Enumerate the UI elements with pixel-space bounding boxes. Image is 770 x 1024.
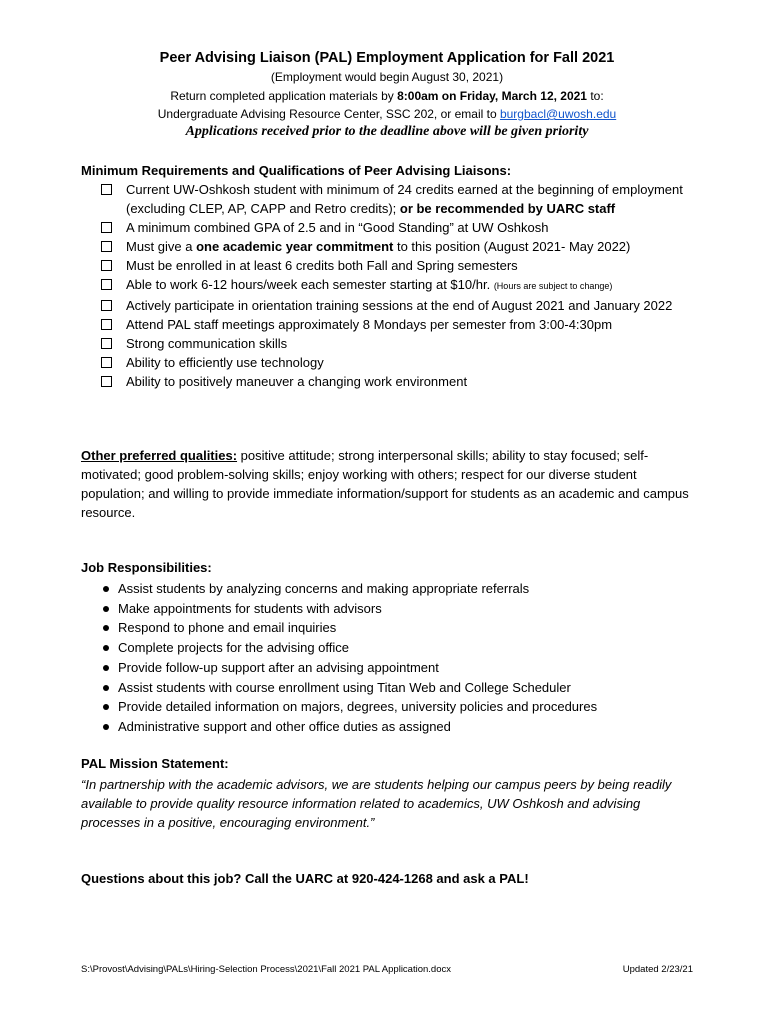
list-item: Strong communication skills [101, 334, 693, 353]
list-item: Administrative support and other office duties as assigned [101, 717, 693, 737]
bullet-icon [103, 625, 109, 631]
checkbox-icon [101, 184, 112, 195]
checkbox-icon [101, 338, 112, 349]
list-item: Make appointments for students with advisors [101, 599, 693, 619]
list-item: Ability to positively maneuver a changing work environment [101, 372, 693, 391]
return-deadline: 8:00am on Friday, March 12, 2021 [397, 89, 587, 103]
bullet-icon [103, 586, 109, 592]
checkbox-icon [101, 279, 112, 290]
list-item: Actively participate in orientation training sessions at the end of August 2021 and January 2022 [101, 296, 693, 315]
checkbox-icon [101, 241, 112, 252]
return-instructions: Return completed application materials by 8:00am on Friday, March 12, 2021 to: [170, 89, 604, 103]
mission-heading: PAL Mission Statement: [81, 756, 229, 771]
bullet-icon [103, 665, 109, 671]
list-item: Current UW-Oshkosh student with minimum of 24 credits earned at the beginning of employment (excluding CLEP, AP, CAPP and Retro credits); or be recommended by UARC staff [101, 180, 693, 218]
list-item: Assist students by analyzing concerns and making appropriate referrals [101, 579, 693, 599]
bullet-icon [103, 724, 109, 730]
job-responsibilities-heading: Job Responsibilities: [81, 560, 212, 575]
preferred-qualities-label: Other preferred qualities: [81, 448, 238, 463]
list-item: Complete projects for the advising office [101, 638, 693, 658]
requirements-list [101, 180, 693, 391]
list-item: Respond to phone and email inquiries [101, 618, 693, 638]
checkbox-icon [101, 357, 112, 368]
bullet-icon [103, 704, 109, 710]
questions-contact: Questions about this job? Call the UARC at 920-424-1268 and ask a PAL! [81, 871, 529, 886]
list-item: Attend PAL staff meetings approximately 8 Mondays per semester from 3:00-4:30pm [101, 315, 693, 334]
list-item: Able to work 6-12 hours/week each semester starting at $10/hr. (Hours are subject to change) [101, 275, 693, 296]
list-item: Must be enrolled in at least 6 credits both Fall and Spring semesters [101, 256, 693, 275]
checkbox-icon [101, 319, 112, 330]
list-item: Assist students with course enrollment using Titan Web and College Scheduler [101, 678, 693, 698]
footer-file-path: S:\Provost\Advising\PALs\Hiring-Selection Process\2021\Fall 2021 PAL Application.docx [81, 964, 451, 975]
bullet-icon [103, 606, 109, 612]
footer-updated-date: Updated 2/23/21 [622, 964, 693, 975]
preferred-qualities: Other preferred qualities: positive attitude; strong interpersonal skills; ability to stay focused; self-motivated; good problem-solving skills; enjoy working with others; respect for our diverse student population; and willing to provide immediate information/support for students as an academic and campus resource. [81, 448, 689, 520]
mission-statement: “In partnership with the academic advisors, we are students helping our campus peers by being readily available to provide quality resource information related to academics, UW Oshkosh and advising processes in a positive, encouraging environment.” [81, 777, 672, 830]
list-item: A minimum combined GPA of 2.5 and in “Good Standing” at UW Oshkosh [101, 218, 693, 237]
checkbox-icon [101, 222, 112, 233]
checkbox-icon [101, 260, 112, 271]
submission-location: Undergraduate Advising Resource Center, SSC 202, or email to burgbacl@uwosh.edu [157, 107, 617, 121]
checkbox-icon [101, 300, 112, 311]
email-link[interactable]: burgbacl@uwosh.edu [499, 107, 617, 121]
bullet-icon [103, 685, 109, 691]
employment-start-note: (Employment would begin August 30, 2021) [270, 70, 504, 84]
document-title: Peer Advising Liaison (PAL) Employment Application for Fall 2021 [159, 50, 615, 66]
list-item: Ability to efficiently use technology [101, 353, 693, 372]
list-item: Must give a one academic year commitment to this position (August 2021- May 2022) [101, 237, 693, 256]
requirements-heading: Minimum Requirements and Qualifications of Peer Advising Liaisons: [81, 163, 512, 178]
list-item: Provide follow-up support after an advising appointment [101, 658, 693, 678]
list-item: Provide detailed information on majors, degrees, university policies and procedures [101, 697, 693, 717]
checkbox-icon [101, 376, 112, 387]
priority-note: Applications received prior to the deadline above will be given priority [185, 124, 589, 139]
bullet-icon [103, 645, 109, 651]
job-responsibilities-list [101, 579, 693, 737]
